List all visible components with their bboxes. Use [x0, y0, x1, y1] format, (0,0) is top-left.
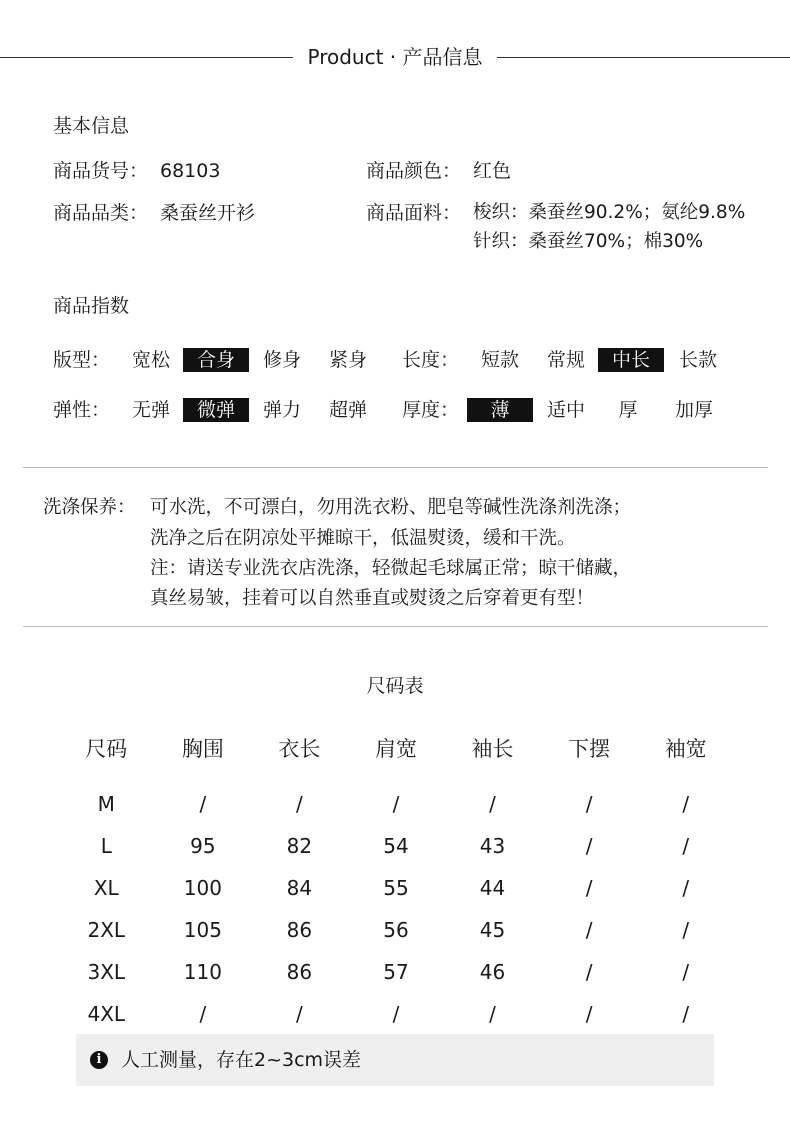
elasticity-option-slight-selected: 微弹: [183, 398, 249, 422]
care-line-4: 真丝易皱，挂着可以自然垂直或熨烫之后穿着更有型！: [150, 588, 595, 609]
size-table-title: 尺码表: [366, 675, 424, 697]
length-label: 长度：: [402, 349, 460, 371]
cell: /: [585, 876, 593, 900]
elasticity-option-stretch: 弹力: [262, 399, 301, 421]
size-table-header-row: [58, 725, 734, 771]
thickness-option-medium: 适中: [546, 399, 585, 421]
cell: /: [199, 1002, 207, 1026]
cell: /: [682, 792, 690, 816]
cell: 46: [479, 960, 506, 984]
cell: 44: [479, 876, 506, 900]
category-value: 桑蚕丝开衫: [160, 202, 256, 224]
fabric-label: 商品面料：: [366, 202, 462, 224]
fit-option-regular-selected: 合身: [183, 348, 249, 372]
thickness-option-thin-selected: 薄: [467, 398, 533, 422]
table-row: [58, 825, 734, 867]
measurement-note: [76, 1034, 714, 1086]
cell-size: L: [100, 834, 112, 858]
cell: /: [682, 834, 690, 858]
header-chest: 胸围: [181, 737, 224, 761]
index-heading: 商品指数: [53, 295, 130, 317]
measurement-note-text: 人工测量，存在2~3cm误差: [121, 1049, 362, 1071]
cell: /: [585, 918, 593, 942]
care-line-2: 洗净之后在阴凉处平摊晾干，低温熨烫，缓和干洗。: [150, 528, 576, 549]
divider-bottom: [23, 626, 768, 627]
cell: 95: [190, 834, 216, 858]
length-option-long: 长款: [678, 349, 717, 371]
cell: /: [682, 918, 690, 942]
cell: /: [296, 1002, 303, 1026]
cell: 43: [479, 834, 506, 858]
item-no-value: 68103: [160, 160, 221, 182]
cell: /: [682, 960, 690, 984]
cell: /: [199, 792, 207, 816]
cell: /: [489, 792, 496, 816]
table-row: [58, 909, 734, 951]
care-label: 洗涤保养：: [43, 497, 136, 518]
cell-size: 4XL: [87, 1002, 126, 1026]
cell: 110: [183, 960, 222, 984]
color-label: 商品颜色：: [366, 160, 462, 182]
elasticity-option-super: 超弹: [328, 399, 367, 421]
fit-option-slim: 修身: [262, 349, 301, 371]
cell: /: [392, 1002, 400, 1026]
header-hem: 下摆: [568, 737, 611, 761]
cell: 86: [286, 960, 313, 984]
cell: 57: [383, 960, 409, 984]
header-sleeve-length: 袖长: [471, 737, 514, 761]
care-line-1: 可水洗，不可漂白，勿用洗衣粉、肥皂等碱性洗涤剂洗涤；: [150, 497, 632, 518]
cell: /: [585, 960, 593, 984]
divider-top: [23, 467, 768, 468]
cell: 105: [183, 918, 222, 942]
cell-size: M: [97, 792, 115, 816]
table-row: [58, 783, 734, 825]
elasticity-label: 弹性：: [53, 399, 111, 421]
cell: 45: [479, 918, 506, 942]
length-option-short: 短款: [480, 349, 519, 371]
length-option-regular: 常规: [546, 349, 585, 371]
cell: /: [682, 876, 690, 900]
cell: /: [682, 1002, 690, 1026]
category-label: 商品品类：: [53, 202, 149, 224]
cell: 55: [383, 876, 409, 900]
fit-label: 版型：: [53, 349, 111, 371]
cell-size: 3XL: [87, 960, 126, 984]
elasticity-option-none: 无弹: [131, 399, 170, 421]
color-value: 红色: [473, 160, 512, 182]
cell: /: [296, 792, 303, 816]
cell: 54: [383, 834, 409, 858]
size-table: [58, 725, 734, 1035]
cell-size: XL: [93, 876, 119, 900]
cell: /: [392, 792, 400, 816]
cell: 86: [286, 918, 313, 942]
thickness-option-extra-thick: 加厚: [674, 399, 713, 421]
page-title: Product · 产品信息: [0, 43, 790, 71]
table-row: [58, 951, 734, 993]
cell: /: [489, 1002, 496, 1026]
length-option-midlength-selected: 中长: [598, 348, 664, 372]
cell: 56: [383, 918, 409, 942]
fabric-line-knit: 针织：桑蚕丝70%；棉30%: [473, 231, 704, 252]
table-row: [58, 867, 734, 909]
cell: 82: [286, 834, 313, 858]
fit-option-tight: 紧身: [328, 349, 367, 371]
header-size: 尺码: [85, 737, 128, 761]
fit-option-loose: 宽松: [131, 349, 170, 371]
cell: 84: [286, 876, 313, 900]
cell: /: [585, 792, 593, 816]
cell: /: [585, 834, 593, 858]
cell-size: 2XL: [87, 918, 126, 942]
info-icon: i: [90, 1051, 108, 1069]
thickness-label: 厚度：: [402, 399, 460, 421]
basic-info-heading: 基本信息: [53, 115, 130, 137]
header-length: 衣长: [278, 737, 321, 761]
care-line-3: 注：请送专业洗衣店洗涤，轻微起毛球属正常；晾干储藏，: [150, 558, 632, 579]
cell: 100: [183, 876, 222, 900]
header-shoulder: 肩宽: [374, 737, 417, 761]
table-row: [58, 993, 734, 1035]
item-no-label: 商品货号：: [53, 160, 149, 182]
thickness-option-thick: 厚: [618, 399, 638, 421]
fabric-line-woven: 梭织：桑蚕丝90.2%；氨纶9.8%: [473, 202, 746, 223]
header-sleeve-width: 袖宽: [664, 737, 707, 761]
cell: /: [585, 1002, 593, 1026]
